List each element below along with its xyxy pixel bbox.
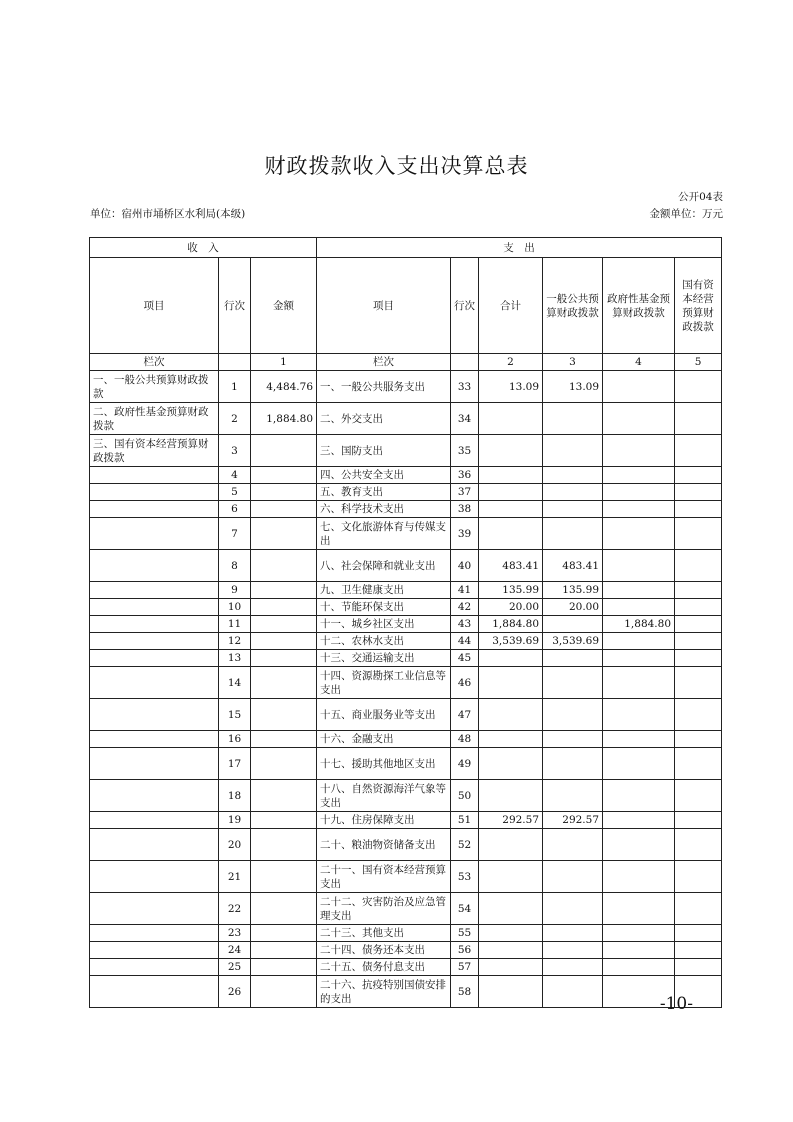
expense-line-cell: 49: [451, 748, 479, 780]
total-amount-cell: [479, 731, 543, 748]
income-item-cell: [90, 699, 219, 731]
expense-line-cell: 40: [451, 550, 479, 582]
income-line-cell: 5: [219, 484, 251, 501]
table-row: [90, 484, 722, 501]
income-item-cell: [90, 959, 219, 976]
total-amount-cell: 292.57: [479, 812, 543, 829]
expense-item-cell: 五、教育支出: [317, 484, 451, 501]
expense-line-cell: 47: [451, 699, 479, 731]
income-line-cell: 2: [219, 403, 251, 435]
expense-item-cell: 十、节能环保支出: [317, 599, 451, 616]
income-line-cell: 23: [219, 925, 251, 942]
income-item-cell: [90, 812, 219, 829]
general-budget-amount-cell: [543, 518, 603, 550]
form-number: 公开04表: [678, 191, 723, 203]
general-budget-amount-cell: 292.57: [543, 812, 603, 829]
state-capital-amount-cell: [675, 893, 722, 925]
state-capital-amount-cell: [675, 435, 722, 467]
income-line-cell: 12: [219, 633, 251, 650]
fund-budget-amount-cell: 1,884.80: [603, 616, 675, 633]
fund-budget-amount-cell: [603, 667, 675, 699]
state-capital-amount-cell: [675, 748, 722, 780]
fund-budget-amount-cell: [603, 893, 675, 925]
expense-item-cell: 八、社会保障和就业支出: [317, 550, 451, 582]
income-item-cell: [90, 667, 219, 699]
expense-item-cell: 二十六、抗疫特别国债安排的支出: [317, 976, 451, 1008]
income-item-cell: [90, 518, 219, 550]
general-budget-amount-cell: [543, 976, 603, 1008]
income-amount-cell: [251, 748, 317, 780]
expense-line-cell: 45: [451, 650, 479, 667]
income-item-cell: [90, 582, 219, 599]
expense-line-cell: 55: [451, 925, 479, 942]
state-capital-amount-cell: [675, 667, 722, 699]
income-line-header: 行次: [219, 258, 251, 354]
expense-item-cell: 十九、住房保障支出: [317, 812, 451, 829]
income-item-cell: [90, 861, 219, 893]
total-amount-cell: [479, 650, 543, 667]
state-capital-amount-cell: [675, 942, 722, 959]
fund-budget-amount-cell: [603, 501, 675, 518]
general-budget-amount-cell: [543, 748, 603, 780]
income-item-cell: [90, 829, 219, 861]
income-amount-cell: [251, 650, 317, 667]
income-line-cell: 24: [219, 942, 251, 959]
expense-item-cell: 十五、商业服务业等支出: [317, 699, 451, 731]
expense-item-cell: 十四、资源勘探工业信息等支出: [317, 667, 451, 699]
table-row: [90, 942, 722, 959]
expense-line-cell: 37: [451, 484, 479, 501]
income-line-cell: 18: [219, 780, 251, 812]
expense-line-cell: 52: [451, 829, 479, 861]
table-row: [90, 748, 722, 780]
state-capital-amount-cell: [675, 582, 722, 599]
table-row: [90, 959, 722, 976]
expense-line-cell: 46: [451, 667, 479, 699]
table-row: [90, 699, 722, 731]
expense-line-cell: 44: [451, 633, 479, 650]
expense-header: 支 出: [317, 238, 722, 258]
total-amount-cell: 1,884.80: [479, 616, 543, 633]
income-line-cell: 17: [219, 748, 251, 780]
income-item-header: 项目: [90, 258, 219, 354]
income-line-cell: 14: [219, 667, 251, 699]
income-item-cell: [90, 780, 219, 812]
income-item-cell: [90, 484, 219, 501]
income-amount-cell: [251, 812, 317, 829]
total-amount-cell: [479, 829, 543, 861]
income-item-cell: [90, 616, 219, 633]
income-amount-cell: [251, 435, 317, 467]
table-row: [90, 501, 722, 518]
expense-item-cell: 一、一般公共服务支出: [317, 371, 451, 403]
money-unit: 金额单位：万元: [649, 208, 723, 220]
income-amount-cell: [251, 501, 317, 518]
fund-budget-amount-cell: [603, 599, 675, 616]
income-amount-cell: [251, 467, 317, 484]
total-amount-cell: [479, 780, 543, 812]
state-capital-amount-cell: [675, 550, 722, 582]
state-capital-amount-cell: [675, 925, 722, 942]
expense-item-header: 项目: [317, 258, 451, 354]
fund-budget-amount-cell: [603, 748, 675, 780]
income-line-cell: 26: [219, 976, 251, 1008]
income-amount-cell: [251, 699, 317, 731]
income-item-cell: [90, 976, 219, 1008]
general-budget-amount-cell: [543, 942, 603, 959]
income-item-cell: 一、一般公共预算财政拨款: [90, 371, 219, 403]
appropriation-table: [89, 237, 722, 1008]
income-amount-cell: [251, 861, 317, 893]
general-budget-amount-cell: 135.99: [543, 582, 603, 599]
total-amount-cell: [479, 699, 543, 731]
total-amount-cell: [479, 959, 543, 976]
expense-line-cell: 34: [451, 403, 479, 435]
income-item-cell: [90, 501, 219, 518]
state-capital-amount-cell: [675, 518, 722, 550]
general-budget-amount-cell: [543, 829, 603, 861]
income-line-cell: 19: [219, 812, 251, 829]
table-row: [90, 667, 722, 699]
state-capital-amount-cell: [675, 484, 722, 501]
income-amount-cell: [251, 829, 317, 861]
expense-item-cell: 二、外交支出: [317, 403, 451, 435]
state-capital-amount-cell: [675, 959, 722, 976]
income-amount-cell: 4,484.76: [251, 371, 317, 403]
fund-budget-amount-cell: [603, 518, 675, 550]
expense-line-cell: 38: [451, 501, 479, 518]
general-budget-amount-cell: [543, 467, 603, 484]
income-line-cell: 21: [219, 861, 251, 893]
income-amount-cell: [251, 484, 317, 501]
income-line-cell: 1: [219, 371, 251, 403]
income-amount-cell: 1,884.80: [251, 403, 317, 435]
income-amount-cell: [251, 731, 317, 748]
general-budget-amount-cell: [543, 959, 603, 976]
fund-budget-amount-cell: [603, 861, 675, 893]
expense-item-cell: 十一、城乡社区支出: [317, 616, 451, 633]
table-row: [90, 518, 722, 550]
state-capital-amount-cell: [675, 501, 722, 518]
table-row: [90, 925, 722, 942]
state-capital-amount-cell: [675, 812, 722, 829]
income-amount-cell: [251, 976, 317, 1008]
expense-line-cell: 56: [451, 942, 479, 959]
income-line-cell: 9: [219, 582, 251, 599]
expense-line-cell: 39: [451, 518, 479, 550]
income-line-cell: 11: [219, 616, 251, 633]
income-amount-cell: [251, 616, 317, 633]
income-line-cell: 15: [219, 699, 251, 731]
total-amount-cell: [479, 435, 543, 467]
expense-item-cell: 六、科学技术支出: [317, 501, 451, 518]
expense-line-header: 行次: [451, 258, 479, 354]
income-line-cell: 7: [219, 518, 251, 550]
expense-line-cell: 48: [451, 731, 479, 748]
total-amount-cell: 13.09: [479, 371, 543, 403]
table-row: [90, 976, 722, 1008]
table-row: [90, 467, 722, 484]
state-capital-amount-cell: [675, 599, 722, 616]
table-row: [90, 829, 722, 861]
income-item-cell: [90, 633, 219, 650]
expense-item-cell: 二十、粮油物资储备支出: [317, 829, 451, 861]
reporting-unit: 单位：宿州市埇桥区水利局(本级): [90, 208, 246, 220]
general-budget-amount-cell: 3,539.69: [543, 633, 603, 650]
total-amount-cell: 483.41: [479, 550, 543, 582]
expense-item-cell: 二十三、其他支出: [317, 925, 451, 942]
table-row: [90, 371, 722, 403]
fund-budget-amount-cell: [603, 550, 675, 582]
state-capital-amount-cell: [675, 829, 722, 861]
fund-budget-amount-cell: [603, 780, 675, 812]
total-amount-cell: [479, 403, 543, 435]
expense-line-cell: 42: [451, 599, 479, 616]
income-amount-cell: [251, 518, 317, 550]
fund-budget-amount-cell: [603, 435, 675, 467]
general-budget-amount-cell: [543, 731, 603, 748]
general-budget-header: 一般公共预算财政拨款: [543, 258, 603, 354]
total-header: 合计: [479, 258, 543, 354]
income-line-cell: 16: [219, 731, 251, 748]
expense-item-cell: 二十二、灾害防治及应急管理支出: [317, 893, 451, 925]
table-row: [90, 599, 722, 616]
fund-budget-amount-cell: [603, 484, 675, 501]
total-amount-cell: [479, 667, 543, 699]
table-row: [90, 633, 722, 650]
fund-budget-amount-cell: [603, 812, 675, 829]
income-amount-cell: [251, 942, 317, 959]
income-amount-cell: [251, 893, 317, 925]
fund-budget-amount-cell: [603, 403, 675, 435]
expense-line-cell: 35: [451, 435, 479, 467]
general-budget-amount-cell: 20.00: [543, 599, 603, 616]
income-item-cell: [90, 599, 219, 616]
income-item-cell: 三、国有资本经营预算财政拨款: [90, 435, 219, 467]
income-line-cell: 10: [219, 599, 251, 616]
state-capital-amount-cell: [675, 371, 722, 403]
general-budget-amount-cell: [543, 484, 603, 501]
state-capital-amount-cell: [675, 467, 722, 484]
fund-budget-amount-cell: [603, 633, 675, 650]
total-amount-cell: [479, 467, 543, 484]
expense-item-cell: 四、公共安全支出: [317, 467, 451, 484]
table-row: [90, 812, 722, 829]
expense-line-cell: 58: [451, 976, 479, 1008]
expense-line-cell: 41: [451, 582, 479, 599]
income-amount-cell: [251, 582, 317, 599]
table-row: [90, 780, 722, 812]
fund-budget-amount-cell: [603, 467, 675, 484]
income-line-cell: 8: [219, 550, 251, 582]
table-row: [90, 616, 722, 633]
general-budget-amount-cell: [543, 501, 603, 518]
income-line-cell: 6: [219, 501, 251, 518]
column-index-label: 栏次: [90, 354, 219, 371]
total-amount-cell: 3,539.69: [479, 633, 543, 650]
income-item-cell: [90, 942, 219, 959]
general-budget-amount-cell: [543, 403, 603, 435]
table-row: [90, 731, 722, 748]
fund-budget-amount-cell: [603, 959, 675, 976]
expense-line-cell: 33: [451, 371, 479, 403]
income-line-cell: 20: [219, 829, 251, 861]
income-line-cell: 13: [219, 650, 251, 667]
expense-line-cell: 50: [451, 780, 479, 812]
column-index-3: 3: [543, 354, 603, 371]
total-amount-cell: [479, 925, 543, 942]
page-number: -10-: [659, 994, 693, 1014]
total-amount-cell: [479, 893, 543, 925]
table-row: [90, 435, 722, 467]
expense-item-cell: 二十一、国有资本经营预算支出: [317, 861, 451, 893]
general-budget-amount-cell: [543, 435, 603, 467]
state-capital-amount-cell: [675, 861, 722, 893]
general-budget-amount-cell: [543, 780, 603, 812]
income-item-cell: [90, 893, 219, 925]
total-amount-cell: [479, 748, 543, 780]
column-index-2: 2: [479, 354, 543, 371]
state-capital-amount-cell: [675, 650, 722, 667]
income-amount-cell: [251, 550, 317, 582]
expense-line-cell: 57: [451, 959, 479, 976]
state-capital-header: 国有资本经营预算财政拨款: [675, 258, 722, 354]
total-amount-cell: [479, 861, 543, 893]
fund-budget-amount-cell: [603, 829, 675, 861]
income-line-cell: 25: [219, 959, 251, 976]
income-item-cell: [90, 467, 219, 484]
general-budget-amount-cell: [543, 699, 603, 731]
general-budget-amount-cell: [543, 861, 603, 893]
income-amount-cell: [251, 925, 317, 942]
total-amount-cell: [479, 484, 543, 501]
column-index-blank: [219, 354, 251, 371]
table-row: [90, 861, 722, 893]
income-amount-cell: [251, 959, 317, 976]
income-amount-cell: [251, 599, 317, 616]
fund-budget-amount-cell: [603, 942, 675, 959]
general-budget-amount-cell: [543, 667, 603, 699]
column-index-5: 5: [675, 354, 722, 371]
income-line-cell: 4: [219, 467, 251, 484]
page-title: 财政拨款收入支出决算总表: [264, 154, 529, 178]
general-budget-amount-cell: [543, 893, 603, 925]
income-item-cell: 二、政府性基金预算财政拨款: [90, 403, 219, 435]
fund-budget-header: 政府性基金预算财政拨款: [603, 258, 675, 354]
column-index-blank: [451, 354, 479, 371]
expense-line-cell: 51: [451, 812, 479, 829]
income-amount-cell: [251, 780, 317, 812]
fund-budget-amount-cell: [603, 582, 675, 599]
income-line-cell: 3: [219, 435, 251, 467]
income-line-cell: 22: [219, 893, 251, 925]
table-row: [90, 582, 722, 599]
general-budget-amount-cell: [543, 650, 603, 667]
expense-item-cell: 十二、农林水支出: [317, 633, 451, 650]
total-amount-cell: 135.99: [479, 582, 543, 599]
expense-line-cell: 54: [451, 893, 479, 925]
expense-item-cell: 二十五、债务付息支出: [317, 959, 451, 976]
fund-budget-amount-cell: [603, 925, 675, 942]
state-capital-amount-cell: [675, 633, 722, 650]
table-row: [90, 403, 722, 435]
income-item-cell: [90, 925, 219, 942]
general-budget-amount-cell: [543, 925, 603, 942]
total-amount-cell: 20.00: [479, 599, 543, 616]
expense-item-cell: 七、文化旅游体育与传媒支出: [317, 518, 451, 550]
expense-item-cell: 十三、交通运输支出: [317, 650, 451, 667]
expense-line-cell: 53: [451, 861, 479, 893]
general-budget-amount-cell: 483.41: [543, 550, 603, 582]
expense-item-cell: 二十四、债务还本支出: [317, 942, 451, 959]
state-capital-amount-cell: [675, 731, 722, 748]
expense-item-cell: 十六、金融支出: [317, 731, 451, 748]
total-amount-cell: [479, 501, 543, 518]
income-header: 收 入: [90, 238, 317, 258]
state-capital-amount-cell: [675, 403, 722, 435]
table-row: [90, 550, 722, 582]
expense-item-cell: 三、国防支出: [317, 435, 451, 467]
column-index-label: 栏次: [317, 354, 451, 371]
state-capital-amount-cell: [675, 699, 722, 731]
expense-item-cell: 十八、自然资源海洋气象等支出: [317, 780, 451, 812]
income-item-cell: [90, 748, 219, 780]
general-budget-amount-cell: [543, 616, 603, 633]
total-amount-cell: [479, 942, 543, 959]
general-budget-amount-cell: 13.09: [543, 371, 603, 403]
income-item-cell: [90, 731, 219, 748]
income-amount-header: 金额: [251, 258, 317, 354]
income-item-cell: [90, 550, 219, 582]
column-index-1: 1: [251, 354, 317, 371]
column-index-4: 4: [603, 354, 675, 371]
fund-budget-amount-cell: [603, 371, 675, 403]
table-row: [90, 893, 722, 925]
expense-line-cell: 36: [451, 467, 479, 484]
total-amount-cell: [479, 518, 543, 550]
fund-budget-amount-cell: [603, 650, 675, 667]
expense-item-cell: 十七、援助其他地区支出: [317, 748, 451, 780]
expense-item-cell: 九、卫生健康支出: [317, 582, 451, 599]
income-amount-cell: [251, 667, 317, 699]
income-item-cell: [90, 650, 219, 667]
fund-budget-amount-cell: [603, 731, 675, 748]
total-amount-cell: [479, 976, 543, 1008]
fund-budget-amount-cell: [603, 699, 675, 731]
table-row: [90, 650, 722, 667]
income-amount-cell: [251, 633, 317, 650]
state-capital-amount-cell: [675, 780, 722, 812]
expense-line-cell: 43: [451, 616, 479, 633]
state-capital-amount-cell: [675, 616, 722, 633]
